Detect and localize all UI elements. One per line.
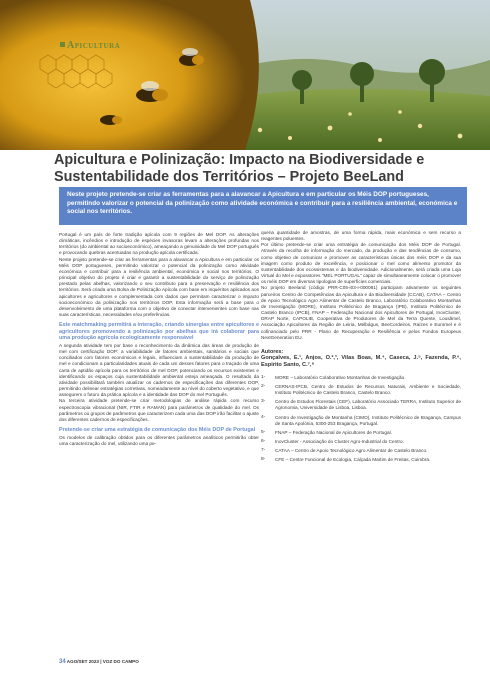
affiliation-item: [261, 439, 461, 445]
affiliation-number: 5-: [261, 429, 266, 435]
subheading: Pretende-se criar uma estratégia de comunicação dos Méis DOP de Portugal: [59, 427, 256, 433]
affiliation-item: [261, 457, 461, 463]
affiliation-number: 2-: [261, 384, 266, 390]
paragraph: Os modelos de calibração obtidos para os diferentes parâmetros analíticos permitirão obter uma caracterização do mel, utilizando uma pe-: [59, 434, 259, 446]
subheading: Este matchmaking permitirá a interação, criando sinergias entre apicultores e agricultores promovendo a polinização por abelhas que irá colaborar para uma produção agrícola ecologicamente responsável: [59, 322, 259, 342]
affiliation-text: InovCluster - Associação do Cluster Agro-Industrial do Centro.: [275, 438, 404, 444]
affiliation-text: MORE – Laboratório Colaborativo Montanhas de Investigação.: [275, 374, 406, 380]
authors-heading: Autores:: [261, 348, 284, 355]
affiliation-number: 3-: [261, 399, 266, 405]
article-title: Apicultura e Polinização: Impacto na Biodiversidade e Sustentabilidade dos Territórios – Projeto BeeLand: [54, 152, 425, 185]
affiliation-text: Centro de Estudos Florestais (CEF), Laboratório Associado TERRA, Instituto Superior de Agronomia, Universidade de Lisboa, Lisboa.: [275, 399, 461, 411]
footer-text: AGO/SET 2023 | VOZ DO CAMPO: [66, 659, 139, 664]
section-marker-icon: [60, 42, 65, 47]
page-number: 34: [59, 659, 66, 665]
page-footer: [59, 659, 139, 665]
affiliation-item: [261, 375, 461, 381]
affiliation-text: FNAP – Federação Nacional de Apicultores de Portugal.: [275, 429, 392, 435]
affiliation-item: [261, 415, 461, 427]
affiliation-text: CFE – Centre Funcional de Ecologia, Calçada Martim de Freitas, Coimbra.: [275, 457, 431, 463]
section-label-text: Apicultura: [67, 40, 121, 51]
affiliation-number: 4-: [261, 414, 266, 420]
paragraph: Neste projeto pretende-se criar as ferramentas para a alavancar a Apicultura e em particular os Méis DOP portugueses, permitindo valorizar o potencial da polinização como atividade económica e contribuir para a resiliência ambiental, económica e social nos territórios. O principal objetivo do projeto é criar e garantir a sustentabilidade do serviço de polinização prestado pelas abelhas, valorizando o seu contributo para a preservação e resiliência dos territórios. Será criada uma Bolsa de Polinização Apícola com base em inquéritos aplicados aos apicultores e agricultores e complementada com dados que permitam caracterizar o impacto socioeconómico da polinização nos territórios DOP. Esta informação será a base para o desenvolvimento de uma plataforma com o objetivo de conectar intervenientes com base nas suas características, necessidades e/ou preferências.: [59, 256, 259, 318]
paragraph: Portugal é um país de forte tradição apícola com 9 regiões de Mel DOP. As alterações climáticas, incêndios e introdução de espécies invasoras levam a alterações profundas nos territórios (do ambiental ao socioeconómico), ameaçando a genuinidade do Mel DOP português e provocando quebras acentuadas na produção apícola certificada.: [59, 232, 259, 256]
affiliations-list: [261, 375, 461, 463]
paragraph: quena quantidade de amostras, de uma forma rápida, mais económica e sem recurso a reagentes poluentes.: [261, 230, 461, 242]
affiliation-number: 8-: [261, 457, 266, 463]
section-label: [60, 40, 120, 51]
affiliation-text: Centro de Investigação de Montanha (CIMO), Instituto Politécnico de Bragança, Campus de Santa Apolónia, 5300-253 Bragança, Portugal.: [275, 414, 461, 426]
paragraph: Por último pretende-se criar uma estratégia de comunicação dos Méis DOP de Portugal. Através da recolha de informação do mercado, da produção e das tendências de consumo, como objetivo de comunicar e promover as características únicas dos méis DOP e da sua imagem como produto de excelência, e posicionar o mel como alimento promotor da sustentabilidade dos ecossistemas e da biodiversidade. Adicionalmente, será criada uma Loja Virtual do Mel e exposstores "MEL PORTUGAL" capaz de simultaneamente colocar o promover os méis DOP em diversas tipologias de superfícies comerciais.: [261, 242, 461, 285]
hero-image: [0, 0, 490, 150]
affiliation-text: CATAA – Centro de Apoio Tecnológico Agro Alimentar de Castelo Branco.: [275, 448, 428, 453]
affiliation-item: [261, 430, 461, 436]
paragraph: Na terceira atividade pretende-se criar metodologias de análise rápida com recurso espectroscopia vibracional (NIR, FTIR e RAMAN) para parâmetros de qualidade do mel. Os parâmetros ou grupos de parâmetros que caracterizem cada uma das DOP irão facilitar o ajuste dos diferentes cadernos de especificações.: [59, 398, 259, 422]
column-left: [59, 232, 259, 447]
lead-box: Neste projeto pretende-se criar as ferramentas para a alavancar a Apicultura e em particular os Méis DOP portugueses, permitindo valorizar o potencial da polinização como atividade económica e contribuir para a resiliência ambiental, económica e social nos territórios.: [59, 187, 467, 225]
paragraph: No projeto Beeland (código PRR-C05-i03-I-000081) participam ativamente os seguintes parceiros Centro de Competências da Apicultura e da Biodiversidade (CCAB), CATAA – Centro de Apoio Tecnológico Agro Alimentar de Castelo Branco, Laboratório Colaborativo Montanhas de Investigação (MORE), Instituto Politécnico de Bragança (IPB), Instituto Politécnico de Castelo Branco (IPCB), FNAP – Federação Nacional dos Apicultores de Portugal, InovCluster, DRAP Norte, CAPOLIB, Cooperativa de Produtores de Mel da Terra Quente, Lousãmel, Associação Apicultores da Região de Leiria, Melbágus, BeeCordeiros, Raízes e Euromel e é cofinanciado pelo PRR - Plano de Recuperação e Resiliência e pelos Fundos Europeus NextGeneration EU.: [261, 285, 461, 340]
affiliation-item: [261, 448, 461, 454]
affiliation-text: CERNAS-IPCB, Centro de Estudos de Recursos Naturais, Ambiente e Sociedade, Instituto Politécnico de Castelo Branco, Castelo Branco.: [275, 384, 461, 396]
affiliation-item: [261, 399, 461, 411]
column-right: [261, 230, 461, 466]
affiliation-number: 1-: [261, 374, 266, 380]
affiliation-number: 7-: [261, 448, 266, 453]
affiliation-item: [261, 384, 461, 396]
paragraph: A segunda atividade tem por base o reconhecimento da dinâmica das áreas de produção de mel com certificação DOP: a variabilidade de fatores ambientais, sanitários e sociais que conciliados com fatores económicos e legais, influenciam a sustentabilidade da produção de mel e condicionam a particularidades atuais de cada um desses fatores para o traçado de uma carta de aptidão apícola para os territórios de mel DOP, potenciando os recursos existentes e identificando os espaços cuja sustentabilidade ambiental esteja ameaçada. O resultado da atividade possibilitará também atualizar os cadernos de especificações das diferentes DOP, permitindo delinear estratégias corretivas, nomeadamente ao nível do coberto vegetativo, e que assegurem o futuro da prática apícola e a identidade das DOP do mel Português.: [59, 342, 259, 398]
authors-list: Gonçalves, E.¹, Anjos, O.²,³, Vilas Boas, M.⁴, Caseca, J.⁵, Fazenda, P.⁶, Espirito Santo, C.⁷,⁸: [261, 354, 461, 368]
affiliation-number: 6-: [261, 438, 266, 444]
